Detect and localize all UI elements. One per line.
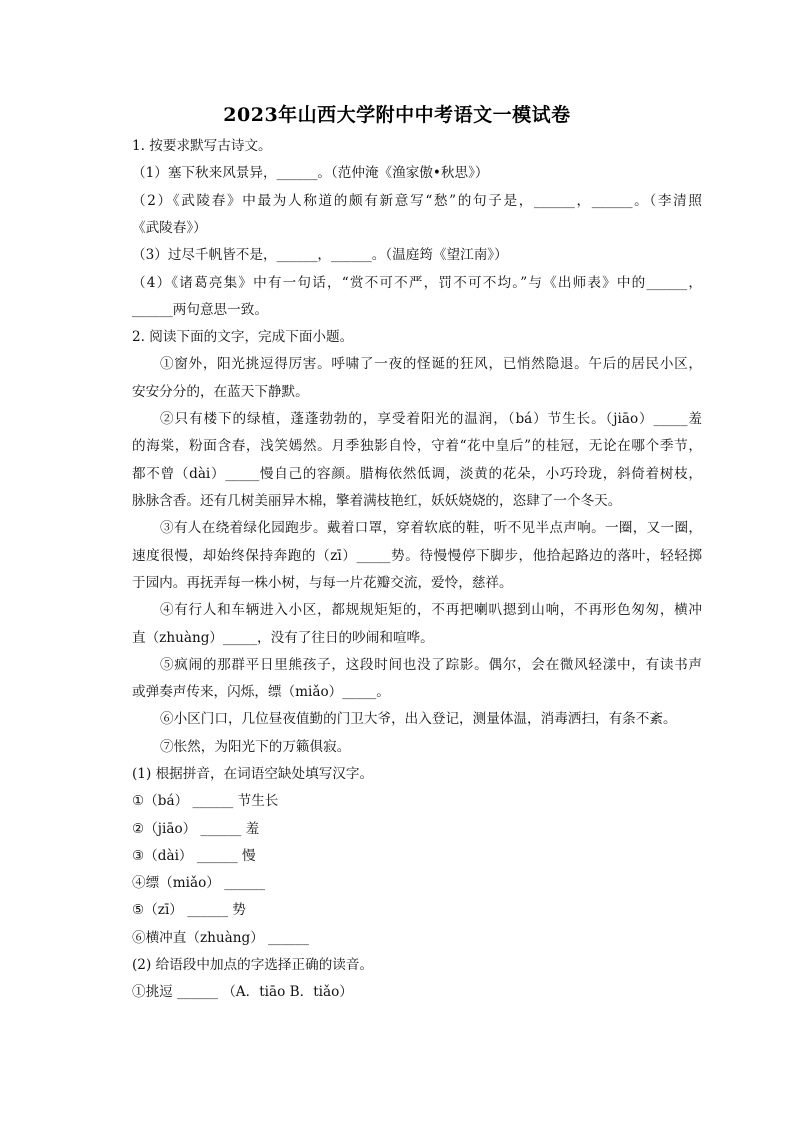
passage-paragraph-1: ①窗外，阳光挑逗得厉害。呼啸了一夜的怪诞的狂风，已悄然隐退。午后的居民小区， [160,356,702,372]
passage-paragraph-3-cont-2: 于园内。再抚弄每一株小树，与每一片花瓣交流，爱怜，慈祥。 [132,575,513,591]
subquestion-2-item-1: ①挑逗 ______ （A．tiāo B．tiǎo） [132,984,353,1000]
passage-paragraph-4-cont: 直（zhuàng）_____，没有了往日的吵闹和喧哗。 [132,630,434,646]
passage-paragraph-3-cont-1: 速度很慢，却始终保持奔跑的（zī）_____势。待慢慢停下脚步，他拾起路边的落叶，轻轻掷 [132,548,702,564]
subquestion-1-item-3: ③（dài） ______ 慢 [132,848,256,864]
question-1-heading: 1. 按要求默写古诗文。 [132,138,272,154]
passage-paragraph-1-cont: 安安分分的，在蓝天下静默。 [132,384,309,400]
question-2-heading: 2. 阅读下面的文字，完成下面小题。 [132,329,354,345]
passage-paragraph-2-cont-2: 都不曾（dài）_____慢自己的容颜。腊梅依然低调，淡黄的花朵，小巧玲珑，斜倚着树枝， [132,466,702,482]
subquestion-1-item-4: ④缥（miǎo） ______ [132,875,266,891]
passage-paragraph-7: ⑦怅然，为阳光下的万籁俱寂。 [160,739,351,755]
question-1-item-1: （1）塞下秋来风景异，______。（范仲淹《渔家傲•秋思》） [132,165,489,181]
question-1-item-2-cont: 《武陵春》） [132,220,207,236]
subquestion-1-item-6: ⑥横冲直（zhuàng） ______ [132,930,309,946]
question-1-item-2: （2）《武陵春》中最为人称道的颇有新意写“愁”的句子是，______，______。（李清照 [132,193,702,209]
passage-paragraph-2-cont-3: 脉脉含香。还有几树美丽异木棉，擎着满枝艳红，妖妖娆娆的，恣肆了一个冬天。 [132,493,622,509]
question-1-item-3: （3）过尽千帆皆不是，______，______。（温庭筠《望江南》） [132,247,508,263]
subquestion-1-item-2: ②（jiāo） ______ 羞 [132,821,260,837]
passage-paragraph-5-cont: 或弹奏声传来，闪烁，缥（miǎo）_____。 [132,684,390,700]
passage-paragraph-5: ⑤疯闹的那群平日里熊孩子，这段时间也没了踪影。偶尔，会在微风轻漾中，有读书声 [160,657,702,673]
question-1-item-4-cont: ______两句意思一致。 [132,302,268,318]
passage-paragraph-3: ③有人在绕着绿化园跑步。戴着口罩，穿着软底的鞋，听不见半点声响。一圈，又一圈， [160,520,702,536]
subquestion-1-item-5: ⑤（zī） ______ 势 [132,902,246,918]
subquestion-2-heading: (2) 给语段中加点的字选择正确的读音。 [132,957,374,973]
passage-paragraph-6: ⑥小区门口，几位昼夜值勤的门卫大爷，出入登记，测量体温，消毒洒扫，有条不紊。 [160,711,677,727]
question-1-item-4: （4）《诸葛亮集》中有一句话，“赏不可不严，罚不可不均。”与《出师表》中的______， [132,275,702,291]
page-title: 2023年山西大学附中中考语文一模试卷 [223,104,571,126]
subquestion-1-heading: (1) 根据拼音，在词语空缺处填写汉字。 [132,766,374,782]
passage-paragraph-2-cont-1: 的海棠，粉面含春，浅笑嫣然。月季独影自怜，守着“花中皇后”的桂冠，无论在哪个季节， [132,438,702,454]
subquestion-1-item-1: ①（bá） ______ 节生长 [132,793,279,809]
passage-paragraph-2: ②只有楼下的绿植，蓬蓬勃勃的，享受着阳光的温润，（bá）节生长。（jiāo）_____羞 [160,411,702,427]
passage-paragraph-4: ④有行人和车辆进入小区，都规规矩矩的，不再把喇叭摁到山响，不再形色匆匆，横冲 [160,602,702,618]
